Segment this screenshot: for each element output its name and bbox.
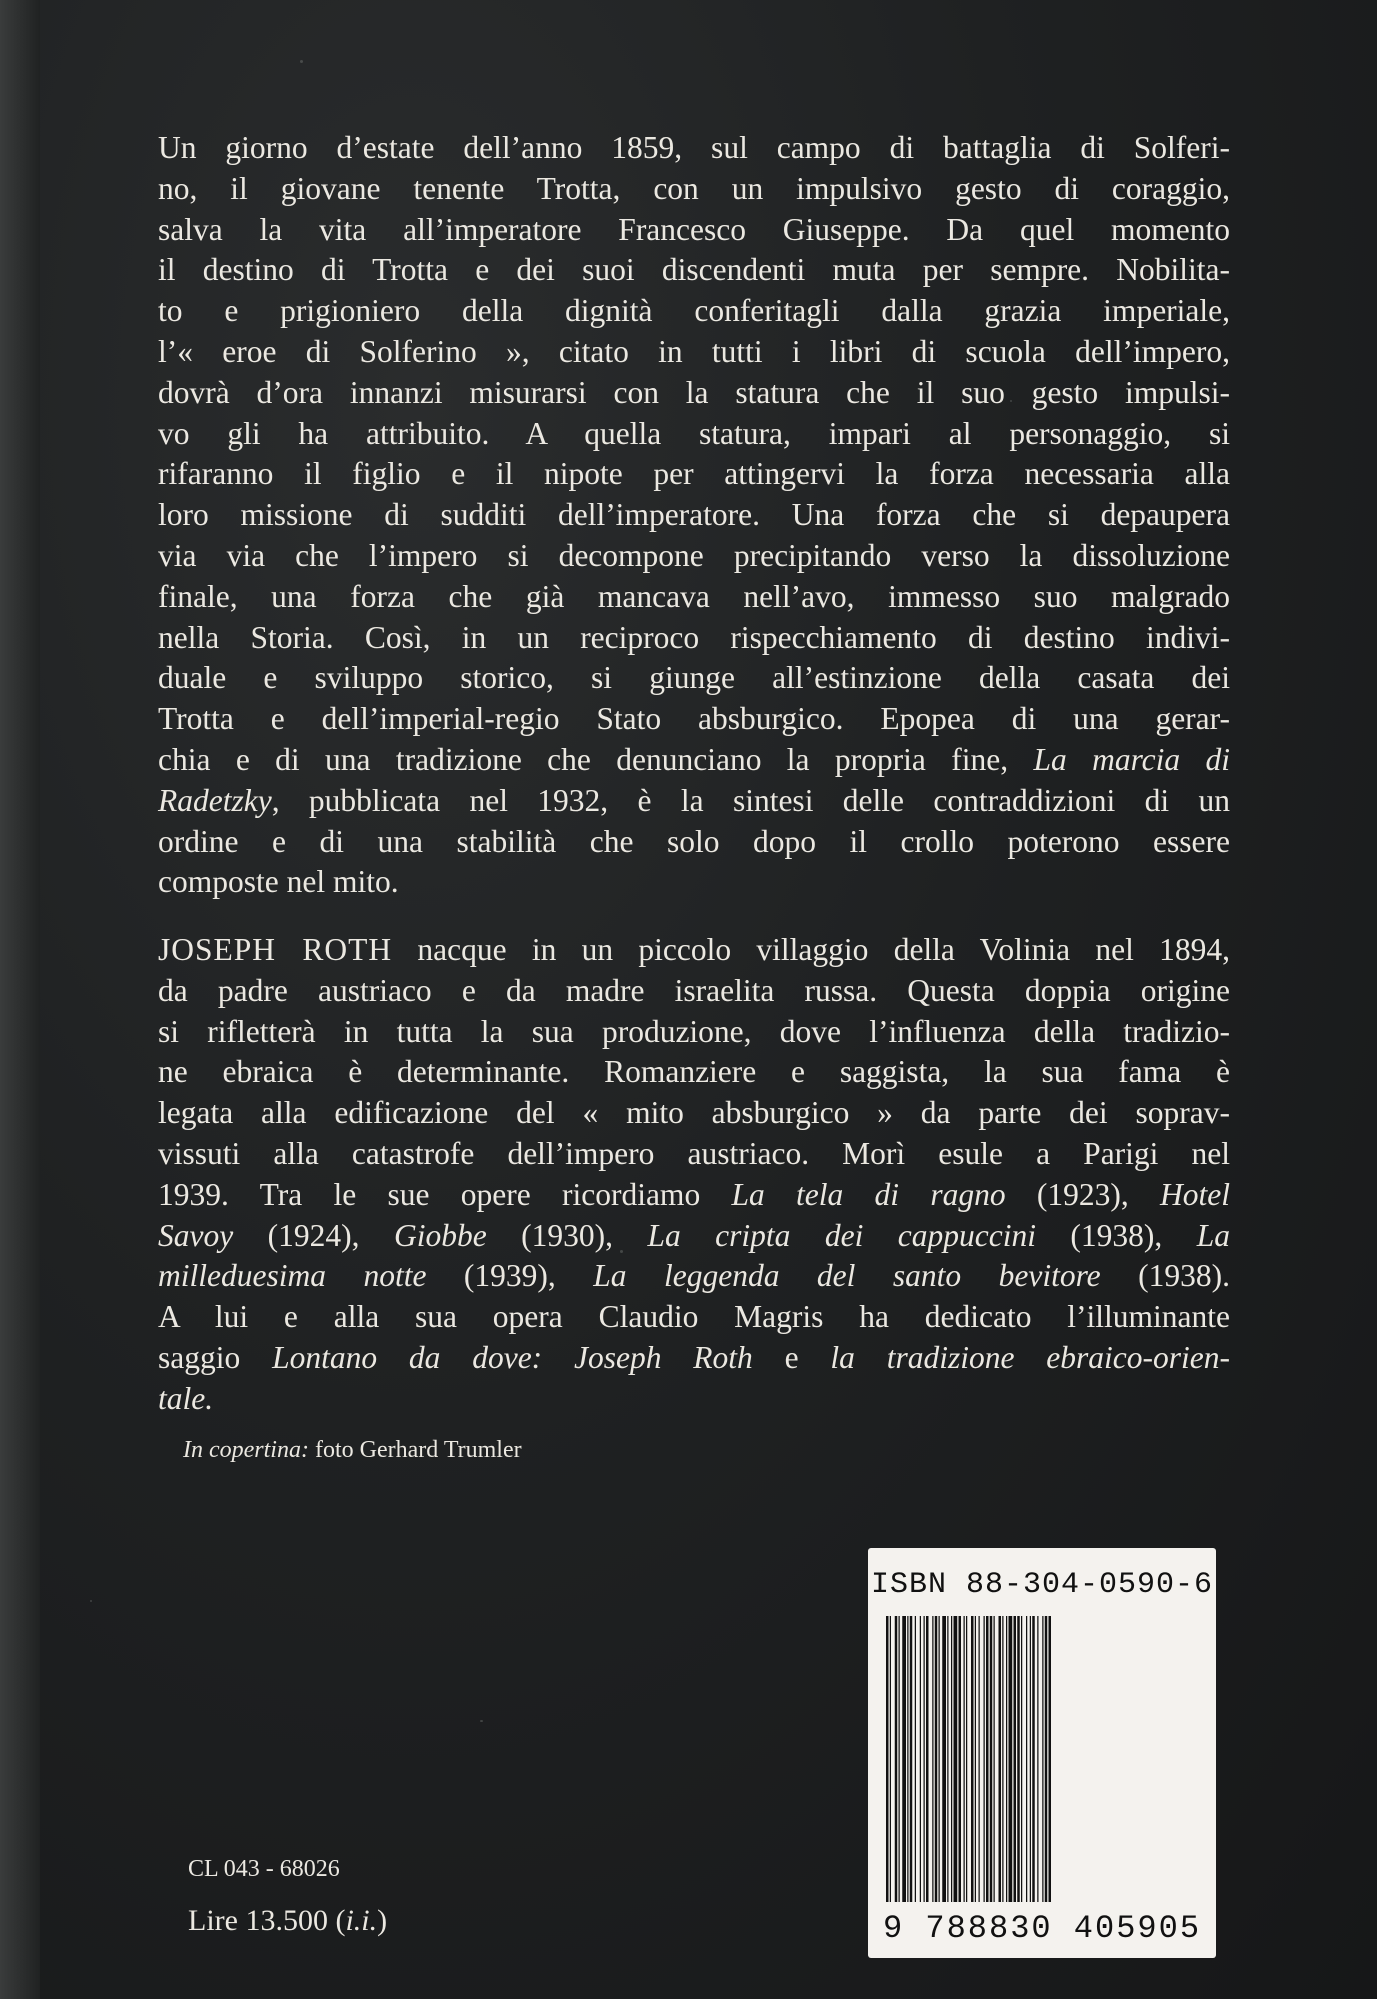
barcode-bar: [942, 1616, 946, 1902]
bio-text: (1924),: [233, 1217, 394, 1253]
dust-speck: [480, 1720, 483, 1722]
synopsis-line: composte nel mito.: [158, 864, 399, 900]
work-title: tale.: [158, 1380, 214, 1416]
barcode-bar: [899, 1616, 900, 1902]
barcode-bar: [1030, 1616, 1031, 1902]
barcode-bar: [1042, 1616, 1043, 1902]
synopsis-line: no, il giovane tenente Trotta, con un impulsivo gesto di coraggio,: [158, 170, 1230, 206]
barcode-bar: [971, 1616, 974, 1902]
dust-speck: [300, 60, 303, 63]
bio-line: [158, 1256, 1230, 1297]
bio-line: [158, 930, 1230, 971]
barcode-bar: [954, 1616, 958, 1902]
barcode-bar: [999, 1616, 1002, 1902]
synopsis-line-text: , pubblicata nel 1932, è la sintesi delle contraddizioni di un: [271, 782, 1230, 818]
synopsis-line: finale, una forza che già mancava nell’avo, immesso suo malgrado: [158, 578, 1230, 614]
bio-text: (1939),: [426, 1258, 594, 1294]
work-title: Savoy: [158, 1217, 234, 1253]
spine-edge: [0, 0, 40, 1999]
barcode-bar: [886, 1616, 889, 1902]
work-title: Lontano da dove: Joseph Roth: [272, 1339, 753, 1375]
price-label: [188, 1904, 387, 1938]
work-title: La tela di ragno: [731, 1176, 1006, 1212]
barcode-bar: [1026, 1616, 1027, 1902]
barcode-bar: [924, 1616, 925, 1902]
bio-line: legata alla edificazione del « mito absburgico » da parte dei soprav-: [158, 1095, 1230, 1131]
barcode-bar: [979, 1616, 980, 1902]
synopsis-line: nella Storia. Così, in un reciproco rispecchiamento di destino indivi-: [158, 619, 1230, 655]
barcode-bar: [910, 1616, 913, 1902]
bio-text: 1939. Tra le sue opere ricordiamo: [158, 1176, 732, 1212]
work-title: Giobbe: [393, 1217, 487, 1253]
price-text: Lire 13.500 (: [188, 1904, 346, 1937]
bio-line: [158, 1338, 1230, 1379]
barcode-bar: [1002, 1616, 1003, 1902]
bio-line: si rifletterà in tutta la sua produzione, dove l’influenza della tradizio-: [158, 1013, 1230, 1049]
bio-text: (1930),: [486, 1217, 648, 1253]
barcode-bar: [895, 1616, 898, 1902]
book-title: Radetzky: [158, 782, 272, 818]
barcode-bar: [939, 1616, 940, 1902]
barcode-bar: [959, 1616, 962, 1902]
barcode-bar: [1014, 1616, 1017, 1902]
cover-photo-credit: [183, 1437, 522, 1464]
synopsis-line: il destino di Trotta e dei suoi discendenti muta per sempre. Nobilita-: [158, 252, 1230, 288]
synopsis-line: to e prigioniero della dignità conferitagli dalla grazia imperiale,: [158, 293, 1230, 329]
bio-line: [158, 1379, 1230, 1420]
barcode-digits: 9 788830 405905: [882, 1910, 1202, 1947]
barcode-bar: [1032, 1616, 1035, 1902]
bio-text: (1938),: [1035, 1217, 1197, 1253]
synopsis-line: salva la vita all’imperatore Francesco Giuseppe. Da quel momento: [158, 211, 1230, 247]
work-title: La cripta dei cappuccini: [647, 1217, 1036, 1253]
barcode-bar: [907, 1616, 908, 1902]
synopsis-line: vo gli ha attribuito. A quella statura, impari al personaggio, si: [158, 415, 1230, 451]
work-title: Hotel: [1160, 1176, 1230, 1212]
barcode-bar: [920, 1616, 921, 1902]
book-title: La marcia di: [1033, 741, 1231, 777]
synopsis-line: l’« eroe di Solferino », citato in tutti i libri di scuola dell’impero,: [158, 333, 1230, 369]
bio-line: A lui e alla sua opera Claudio Magris ha dedicato l’illuminante: [158, 1299, 1230, 1335]
isbn-number: ISBN 88-304-0590-6: [870, 1568, 1214, 1602]
synopsis-line: dovrà d’ora innanzi misurarsi con la statura che il suo gesto impulsi-: [158, 374, 1230, 410]
barcode-bar: [964, 1616, 965, 1902]
work-title: la tradizione ebraico-orien-: [830, 1339, 1230, 1375]
barcode-bar: [994, 1616, 995, 1902]
catalog-code: CL 043 - 68026: [188, 1856, 340, 1882]
price-close: ): [377, 1904, 388, 1937]
bio-text: e: [752, 1339, 831, 1375]
barcode-bar: [984, 1616, 985, 1902]
bio-text: saggio: [158, 1339, 273, 1375]
author-bio-paragraph: [158, 930, 1230, 1420]
barcode-bar: [932, 1616, 933, 1902]
barcode-bar: [902, 1616, 906, 1902]
credit-text: foto Gerhard Trumler: [308, 1437, 522, 1463]
barcode-bar: [947, 1616, 948, 1902]
barcode-bar: [975, 1616, 976, 1902]
work-title: milleduesima notte: [158, 1258, 427, 1294]
bio-text: (1923),: [1005, 1176, 1161, 1212]
synopsis-line: Un giorno d’estate dell’anno 1859, sul campo di battaglia di Solferi-: [158, 130, 1230, 165]
bio-text: (1938).: [1100, 1258, 1231, 1294]
synopsis-line: [158, 781, 1230, 822]
barcode-bar: [1017, 1616, 1020, 1902]
credit-label: In copertina:: [183, 1437, 309, 1463]
barcode-bar: [990, 1616, 993, 1902]
bio-line: vissuti alla catastrofe dell’impero austriaco. Morì esule a Parigi nel: [158, 1135, 1230, 1171]
synopsis-line: duale e sviluppo storico, si giunge all’estinzione della casata dei: [158, 660, 1230, 696]
bio-line: [158, 1175, 1230, 1216]
synopsis-paragraph: [158, 128, 1230, 903]
synopsis-line: via via che l’impero si decompone precipitando verso la dissoluzione: [158, 537, 1230, 573]
barcode-bar: [926, 1616, 929, 1902]
barcode-bar: [951, 1616, 952, 1902]
barcode-image: [886, 1616, 1198, 1902]
barcode-bar: [1049, 1616, 1052, 1902]
author-name: JOSEPH ROTH: [158, 932, 393, 967]
price-tax-note: i.i.: [345, 1904, 378, 1937]
bio-line: da padre austriaco e da madre israelita russa. Questa doppia origine: [158, 972, 1230, 1008]
work-title: La: [1196, 1217, 1231, 1253]
synopsis-line: [158, 740, 1230, 781]
bio-line: [158, 1216, 1230, 1257]
barcode-bar: [1037, 1616, 1038, 1902]
barcode-bar: [966, 1616, 967, 1902]
synopsis-line-text: chia e di una tradizione che denunciano la propria fine,: [158, 741, 1009, 777]
synopsis-line: loro missione di sudditi dell’imperatore. Una forza che si depaupera: [158, 497, 1230, 533]
barcode-bar: [1045, 1616, 1048, 1902]
barcode-bar: [890, 1616, 891, 1902]
work-title: La leggenda del santo bevitore: [593, 1258, 1101, 1294]
barcode-bar: [986, 1616, 989, 1902]
synopsis-line: rifaranno il figlio e il nipote per attingervi la forza necessaria alla: [158, 456, 1230, 492]
barcode-bar: [915, 1616, 916, 1902]
barcode-bar: [935, 1616, 938, 1902]
synopsis-line: Trotta e dell’imperial-regio Stato absburgico. Epopea di una gerar-: [158, 701, 1230, 737]
bio-text: nacque in un piccolo villaggio della Volinia nel 1894,: [392, 932, 1230, 967]
dust-speck: [90, 1600, 92, 1602]
synopsis-line: ordine e di una stabilità che solo dopo il crollo poterono essere: [158, 823, 1230, 859]
isbn-barcode-label: [868, 1548, 1216, 1958]
barcode-bar: [1021, 1616, 1022, 1902]
bio-line: ne ebraica è determinante. Romanziere e saggista, la sua fama è: [158, 1054, 1230, 1090]
barcode-bar: [1009, 1616, 1013, 1902]
barcode-bar: [1006, 1616, 1007, 1902]
